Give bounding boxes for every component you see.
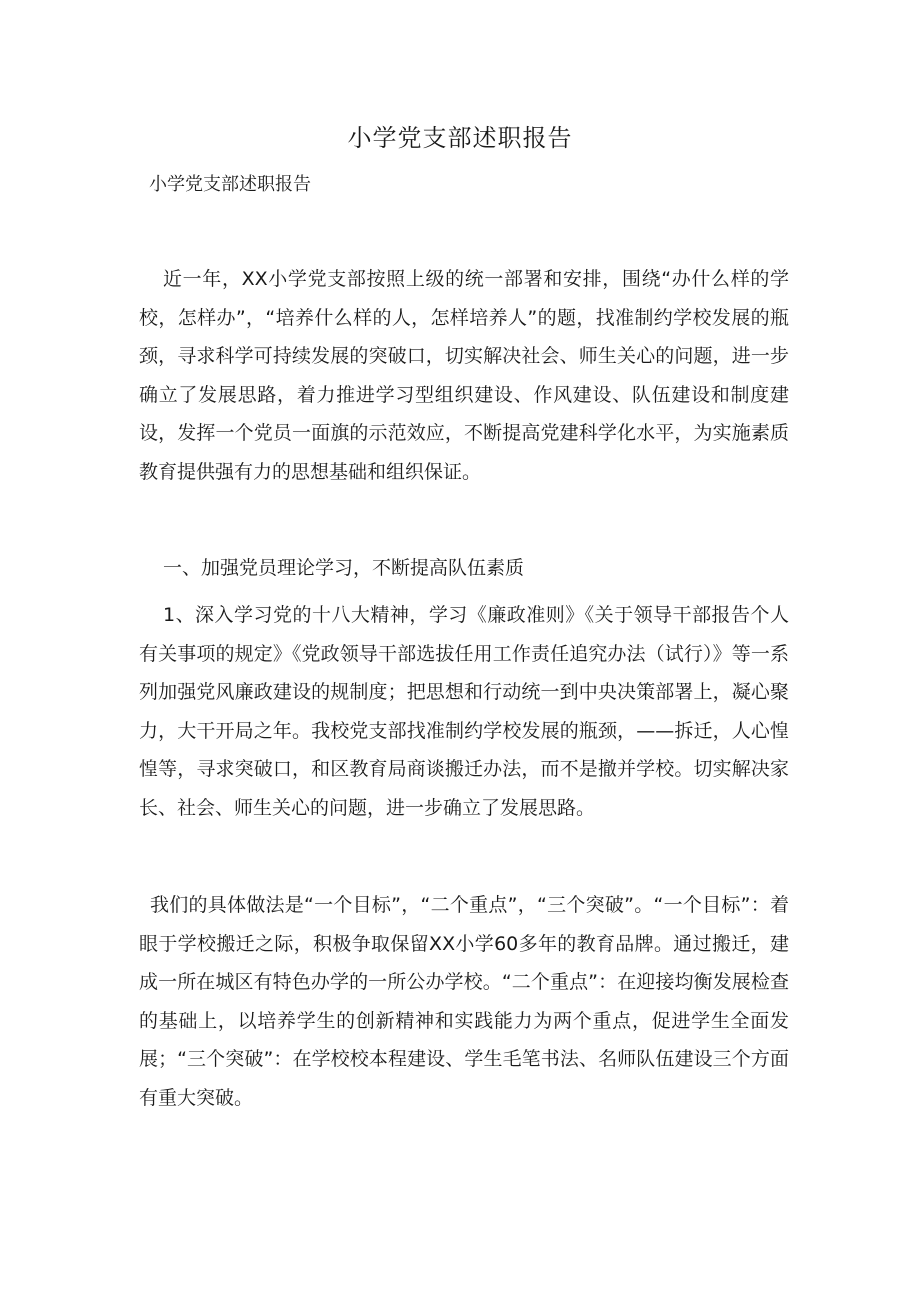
body-paragraph-study: 1、深入学习党的十八大精神，学习《廉政准则》《关于领导干部报告个人有关事项的规定》《党政领导干部选拔任用工作责任追究办法（试行）》等一系列加强党风廉政建设的规制度；把思想和行动统一到中央决策部署上，凝心聚力，大干开局之年。我校党支部找准制约学校发展的瓶颈，——拆迁，人心惶惶等，寻求突破口，和区教育局商谈搬迁办法，而不是撤并学校。切实解决家长、社会、师生关心的问题，进一步确立了发展思路。 — [139, 604, 789, 819]
document-title: 小学党支部述职报告 — [347, 124, 573, 152]
body-paragraph-intro: 近一年，XX小学党支部按照上级的统一部署和安排，围绕“办什么样的学校，怎样办”，“培养什么样的人，怎样培养人”的题，找准制约学校发展的瓶颈，寻求科学可持续发展的突破口，切实解决社会、师生关心的问题，进一步确立了发展思路，着力推进学习型组织建设、作风建设、队伍建设和制度建设，发挥一个党员一面旗的示范效应，不断提高党建科学化水平，为实施素质教育提供强有力的思想基础和组织保证。 — [139, 268, 789, 483]
document-subtitle: 小学党支部述职报告 — [149, 174, 311, 195]
section-heading-1: 一、加强党员理论学习，不断提高队伍素质 — [163, 557, 525, 579]
body-paragraph-approach: 我们的具体做法是“一个目标”，“二个重点”，“三个突破”。“一个目标”：着眼于学校搬迁之际，积极争取保留XX小学60多年的教育品牌。通过搬迁，建成一所在城区有特色办学的一所公办学校。“二个重点”：在迎接均衡发展检查的基础上，以培养学生的创新精神和实践能力为两个重点，促进学生全面发展；“三个突破”：在学校校本程建设、学生毛笔书法、名师队伍建设三个方面有重大突破。 — [139, 894, 789, 1109]
